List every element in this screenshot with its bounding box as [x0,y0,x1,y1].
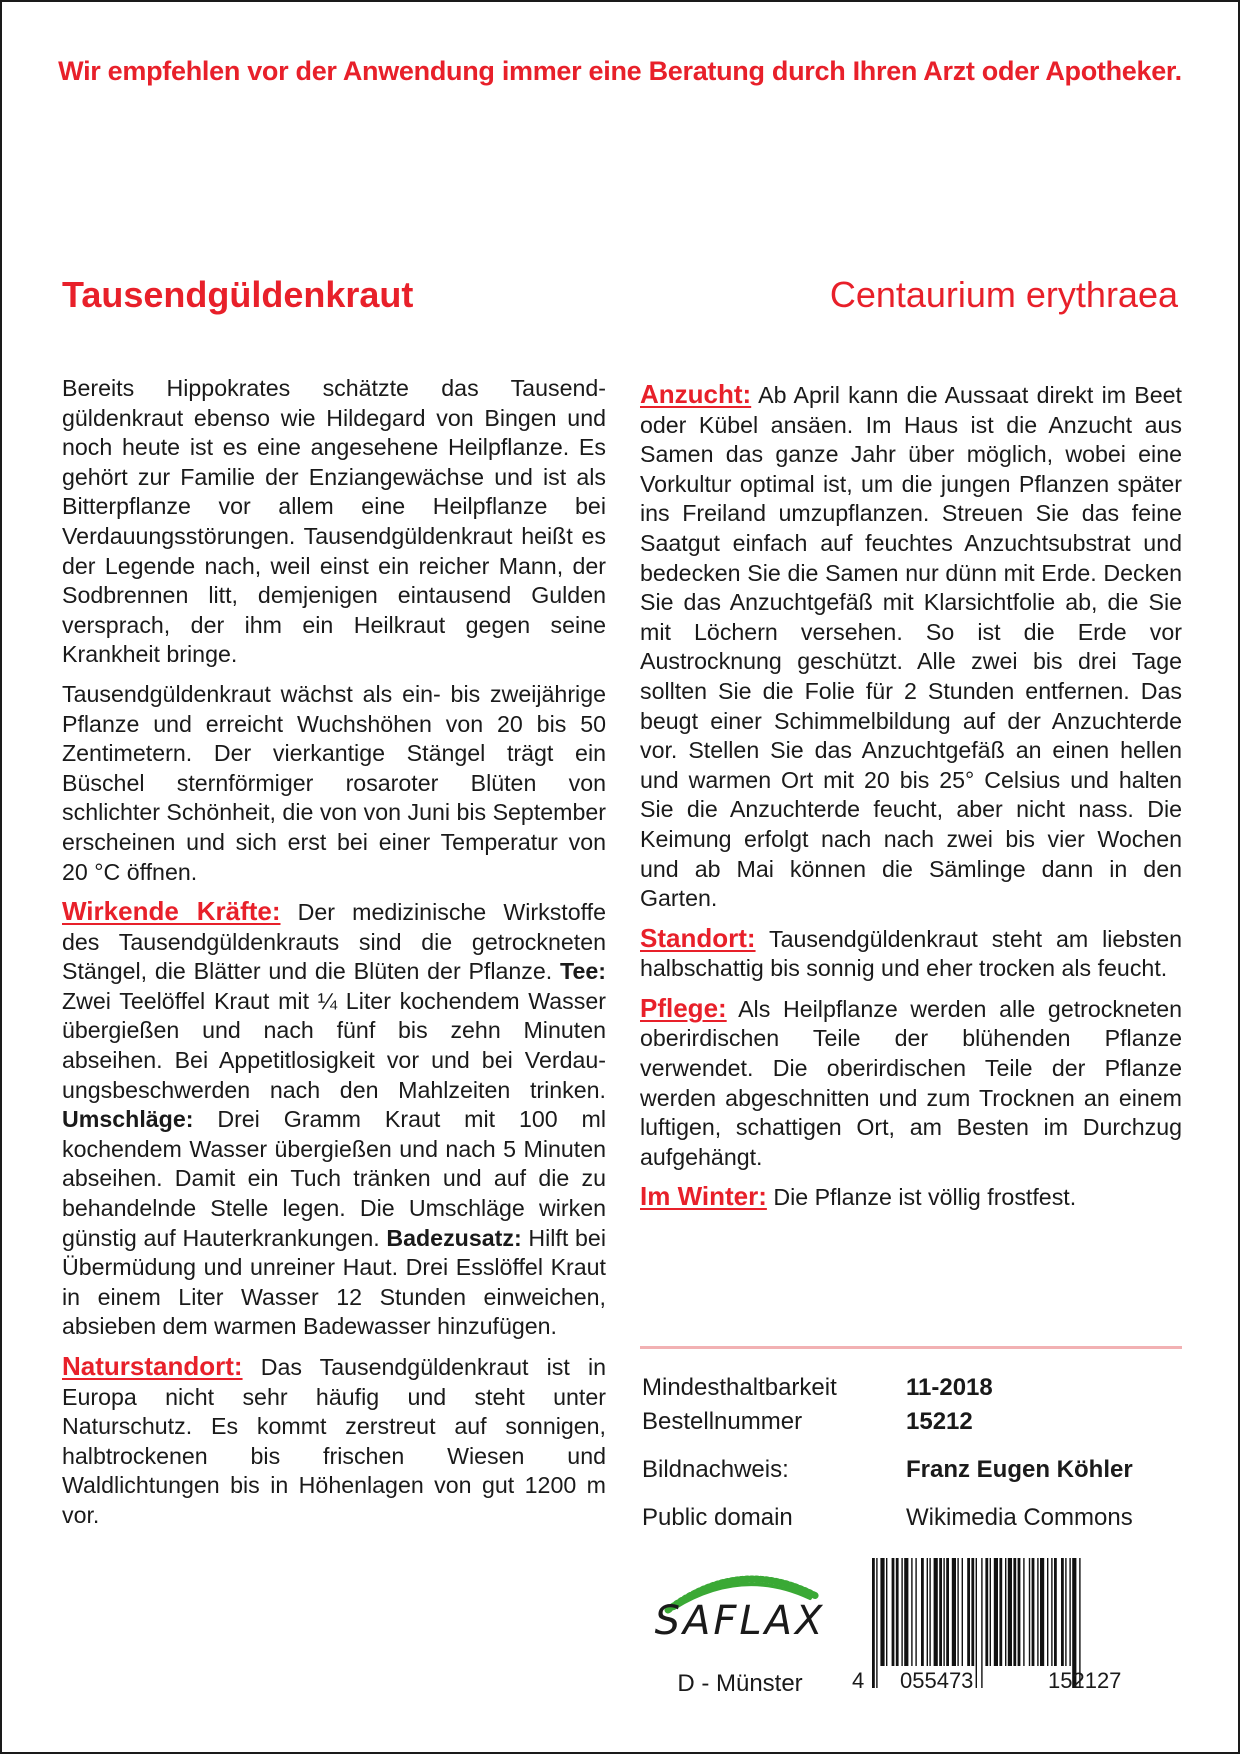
compress-heading: Umschläge: [62,1106,194,1133]
barcode-bar [1018,1558,1021,1666]
care-paragraph: Pflege: Als Heilpflanze werden alle getrockneten oberirdischen Teile der blühenden Pflanze verwendet. Die oberirdischen Teile der Pflanze werden abgeschnitten und zum Trocknen an einem luftigen, schattigen Ort, am Besten im Durchzug aufgehängt. [640,992,1182,1170]
location-paragraph: Standort: Tausendgüldenkraut steht am liebsten halbschattig bis sonnig und eher trocken als feucht. [640,922,1182,982]
barcode-bar [1065,1558,1066,1666]
barcode-bar [1051,1558,1052,1666]
barcode-bar [911,1558,912,1666]
cultivation-paragraph: Anzucht: Ab April kann die Aussaat direkt im Beet oder Kübel ansäen. Im Haus ist die Anzucht aus Samen das ganze Jahr über möglich, wobei eine Vorkultur optimal ist, um die jungen Pflanzen später ins Freiland umzupflanzen. Streuen Sie das feine Saatgut einfach auf feuchtes Anzuchtsubstrat und bedecken Sie die Samen nur dünn mit Erde. Decken Sie das Anzuchtgefäß mit Klarsichtfolie ab, die Sie mit Löchern versehen. So ist die Erde vor Austrocknung geschützt. Alle zwei bis drei Tage sollten Sie die Folie für 2 Stunden entfernen. Das beugt einer Schimmelbildung auf der Anzuchterde vor. Stellen Sie das Anzuchtgefäß an einen hellen und warmen Ort mit 20 bis 25° Celsius und halten Sie die Anzuchterde feucht, aber nicht nass. Die Keimung erfolgt nach nach zwei bis vier Wochen und ab Mai können die Sämlinge dann in den Garten. [640,379,1182,912]
barcode-bar [886,1558,887,1666]
barcode-bar [1013,1558,1016,1666]
barcode-bar [1047,1558,1048,1666]
barcode-bar [921,1558,924,1666]
barcode-bar [1032,1558,1035,1666]
habitat-heading: Naturstandort: [62,1351,243,1381]
barcode-bar [946,1558,949,1666]
title-latin: Centaurium erythraea [829,274,1178,315]
barcode-bar [1005,1558,1006,1666]
license-label: Public domain [642,1504,793,1531]
order-number-value: 15212 [906,1408,973,1435]
image-credit-value: Franz Eugen Köhler [906,1456,1133,1483]
bath-heading: Badezusatz: [386,1224,522,1251]
barcode-bar [896,1558,899,1666]
best-before-value: 11-2018 [906,1374,993,1401]
barcode-bar [880,1558,884,1666]
description-paragraph: Tausendgüldenkraut wächst als ein- bis zweijährige Pflanze und erreicht Wuchshöhen von 20 bis 50 Zentimetern. Der vierkantige Stängel trägt ein Büschel sternförmiger rosaroter Blüten von schlichter Schönheit, die von von Juni bis September erscheinen und sich erst bei einer Temperatur von 20 °C öffnen. [62,680,606,885]
winter-heading: Im Winter: [640,1181,767,1212]
barcode-bar [990,1558,991,1666]
care-heading: Pflege: [640,992,727,1023]
effects-paragraph: Wirkende Kräfte: Der medizinische Wirkstoffe des Tausendgüldenkrauts sind die getrockneten Stängel, die Blätter und die Blüten der Pflanze. Tee: Zwei Teelöffel Kraut mit ¼ Liter kochendem Wasser übergießen und nach fünf bis zehn Minuten abseihen. Bei Appetitlosigkeit vor und bei Verdauungsbeschwerden nach den Mahlzeiten trinken. Umschläge: Drei Gramm Kraut mit 100 ml kochendem Wasser übergießen und nach 5 Minuten abseihen. Damit ein Tuch tränken und auf die zu behandelnde Stelle legen. Die Umschläge wirken günstig auf Hauterkrankungen. Badezusatz: Hilft bei Übermüdung und unreiner Haut. Drei Esslöffel Kraut in einem Liter Wasser 12 Stunden einweichen, absieben dem warmen Badewasser hinzufügen. [62,896,606,1340]
medical-warning: Wir empfehlen vor der Anwendung immer eine Beratung durch Ihren Arzt oder Apotheker. [58,56,1182,86]
barcode-bar [1029,1558,1030,1666]
barcode-bar [892,1558,895,1666]
barcode-bar [985,1558,988,1666]
saflax-logo [650,1562,830,1712]
barcode-bar [872,1558,875,1688]
location-heading: Standort: [640,922,756,953]
intro-paragraph: Bereits Hippokrates schätzte das Tausendgüldenkraut ebenso wie Hildegard von Bingen und noch heute ist es eine angesehene Heilpflanze. Es gehört zur Familie der Enziangewächse und ist als Bitterpflanze vor allem eine Heilpflanze bei Verdauungsstörungen. Tausendgüldenkraut heißt es der Legende nach, weil einst ein reicher Mann, der Sodbrennen litt, demjenigen eintausend Gulden versprach, der ihm ein Heilkraut gegen seine Krankheit bringe. [62,375,606,668]
barcode-bar [962,1558,963,1666]
barcode-bar [952,1558,956,1666]
barcode-bar [1037,1558,1038,1666]
barcode-bar [939,1558,942,1666]
barcode-bar [967,1558,970,1666]
habitat-paragraph: Naturstandort: Das Tausendgüldenkraut ist in Europa nicht sehr häufig und steht unter Naturschutz. Es kommt zerstreut auf sonnigen, halbtrockenen bis frischen Wiesen und Waldlichtungen bis in Höhenlagen von gut 1200 m vor. [62,1351,606,1528]
order-number-label: Bestellnummer [642,1408,803,1435]
barcode-bar [943,1558,944,1666]
barcode-bar [929,1558,930,1666]
barcode-bar [976,1558,977,1688]
barcode-bar [904,1558,908,1666]
right-column [640,380,1182,1223]
winter-paragraph: Im Winter: Die Pflanze ist völlig frostfest. [640,1181,1077,1212]
barcode-digits-left: 055473 [900,1668,974,1693]
logo-name: SAFLAX [654,1598,826,1644]
barcode-bar [1061,1558,1064,1666]
barcode-bar [999,1558,1002,1666]
barcode-bar [934,1558,938,1666]
best-before-label: Mindesthaltbarkeit [642,1374,837,1401]
barcode-bar [971,1558,974,1666]
barcode-digits-right: 152127 [1048,1668,1122,1693]
effects-heading: Wirkende Kräfte: [62,896,281,927]
license-value: Wikimedia Commons [906,1504,1133,1531]
tea-heading: Tee: [560,958,606,985]
barcode-bar [927,1558,928,1666]
barcode-bar [901,1558,902,1666]
barcode-bar [915,1558,916,1666]
barcode-bar [1023,1558,1024,1666]
left-column [62,374,606,1541]
barcode-bar [957,1558,958,1666]
divider-line [640,1346,1182,1349]
barcode-bar [876,1558,877,1688]
cultivation-heading: Anzucht: [640,379,752,409]
title-german: Tausendgüldenkraut [62,274,414,315]
barcode-bar [1054,1558,1057,1666]
logo-city: D - Münster [677,1670,803,1697]
barcode-bar [1069,1558,1070,1666]
barcode-bar [994,1558,998,1666]
barcode-bar [1008,1558,1012,1666]
barcode-bar [981,1558,982,1688]
image-credit-label: Bildnachweis: [642,1456,789,1483]
barcode-digit-prefix: 4 [852,1668,865,1693]
barcode-bar [1040,1558,1044,1666]
